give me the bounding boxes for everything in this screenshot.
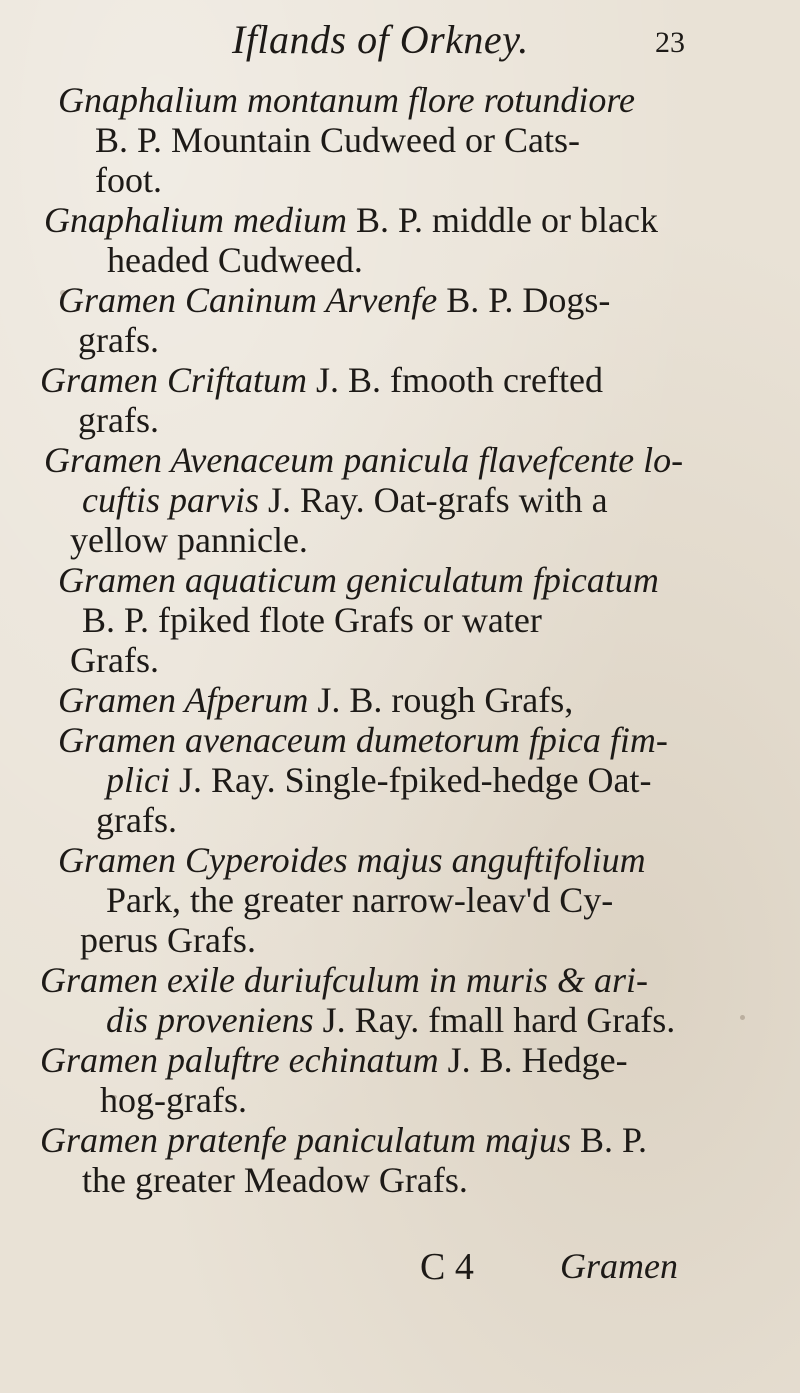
latin-name: Gramen pratenfe paniculatum majus: [40, 1120, 571, 1160]
common-name: B. P. Mountain Cudweed or Cats-: [95, 120, 580, 160]
common-name: J. B. Hedge-: [447, 1040, 628, 1080]
entry-line: [95, 120, 580, 160]
latin-name: Gramen paluftre echinatum: [40, 1040, 439, 1080]
latin-name: Gramen Avenaceum panicula flavefcente lo-: [44, 440, 684, 480]
common-name: J. B. fmooth crefted: [316, 360, 603, 400]
latin-name: dis proveniens: [106, 1000, 314, 1040]
paper-blemish: [60, 290, 66, 296]
page-number: 23: [655, 26, 685, 59]
common-name: Grafs.: [70, 640, 159, 680]
latin-name: Gramen exile duriufculum in muris & ari-: [40, 960, 648, 1000]
common-name: B. P.: [579, 1120, 647, 1160]
entry-line: [78, 320, 159, 360]
entry-line: [82, 480, 608, 520]
common-name: J. B. rough Grafs,: [317, 680, 574, 720]
entry-line: [58, 280, 610, 320]
common-name: grafs.: [78, 400, 159, 440]
paper-blemish: [740, 1015, 745, 1020]
latin-name: Gnaphalium medium: [44, 200, 347, 240]
entry-line: [70, 520, 308, 560]
entry-line: [106, 880, 613, 920]
entry-line: [58, 680, 573, 720]
page-footer: [0, 1245, 800, 1295]
entry-line: [95, 160, 162, 200]
entry-line: [44, 200, 658, 240]
entry-line: [70, 640, 159, 680]
entry-line: [107, 240, 363, 280]
entry-line: [78, 400, 159, 440]
latin-name: Gnaphalium montanum flore rotundiore: [58, 80, 635, 120]
common-name: J. Ray. fmall hard Grafs.: [322, 1000, 676, 1040]
common-name: the greater Meadow Grafs.: [82, 1160, 468, 1200]
latin-name: Gramen Afperum: [58, 680, 309, 720]
latin-name: cuftis parvis: [82, 480, 259, 520]
latin-name: plici: [106, 760, 170, 800]
latin-name: Gramen Criftatum: [40, 360, 308, 400]
common-name: headed Cudweed.: [107, 240, 363, 280]
common-name: J. Ray. Single-fpiked-hedge Oat-: [178, 760, 652, 800]
latin-name: Gramen avenaceum dumetorum fpica fim-: [58, 720, 668, 760]
entry-line: [58, 560, 659, 600]
entry-line: [40, 1040, 628, 1080]
common-name: hog-grafs.: [100, 1080, 247, 1120]
entry-line: [106, 760, 652, 800]
common-name: Park, the greater narrow-leav'd Cy-: [106, 880, 614, 920]
common-name: J. Ray. Oat-grafs with a: [268, 480, 608, 520]
common-name: yellow pannicle.: [70, 520, 308, 560]
common-name: foot.: [95, 160, 162, 200]
common-name: B. P. middle or black: [355, 200, 658, 240]
common-name: grafs.: [96, 800, 177, 840]
entry-line: [82, 1160, 468, 1200]
entry-line: [58, 80, 635, 120]
common-name: B. P. fpiked flote Grafs or water: [82, 600, 542, 640]
latin-name: Gramen Cyperoides majus anguftifolium: [58, 840, 646, 880]
latin-name: Gramen aquaticum geniculatum fpicatum: [58, 560, 659, 600]
entry-line: [40, 960, 648, 1000]
common-name: perus Grafs.: [80, 920, 256, 960]
entry-line: [58, 840, 646, 880]
signature-mark: C 4: [420, 1246, 474, 1288]
entry-line: [80, 920, 256, 960]
entry-line: [82, 600, 542, 640]
latin-name: Gramen Caninum Arvenfe: [58, 280, 438, 320]
entry-line: [40, 360, 603, 400]
entry-line: [96, 800, 177, 840]
running-head: Iflands of Orkney.: [232, 17, 529, 62]
paper-blemish: [112, 1095, 117, 1099]
common-name: grafs.: [78, 320, 159, 360]
entry-line: [58, 720, 668, 760]
entry-line: [40, 1120, 647, 1160]
entry-line: [100, 1080, 247, 1120]
page-header: [0, 12, 800, 72]
entry-line: [44, 440, 683, 480]
catchword: Gramen: [560, 1246, 678, 1286]
entry-line: [106, 1000, 675, 1040]
common-name: B. P. Dogs-: [446, 280, 611, 320]
